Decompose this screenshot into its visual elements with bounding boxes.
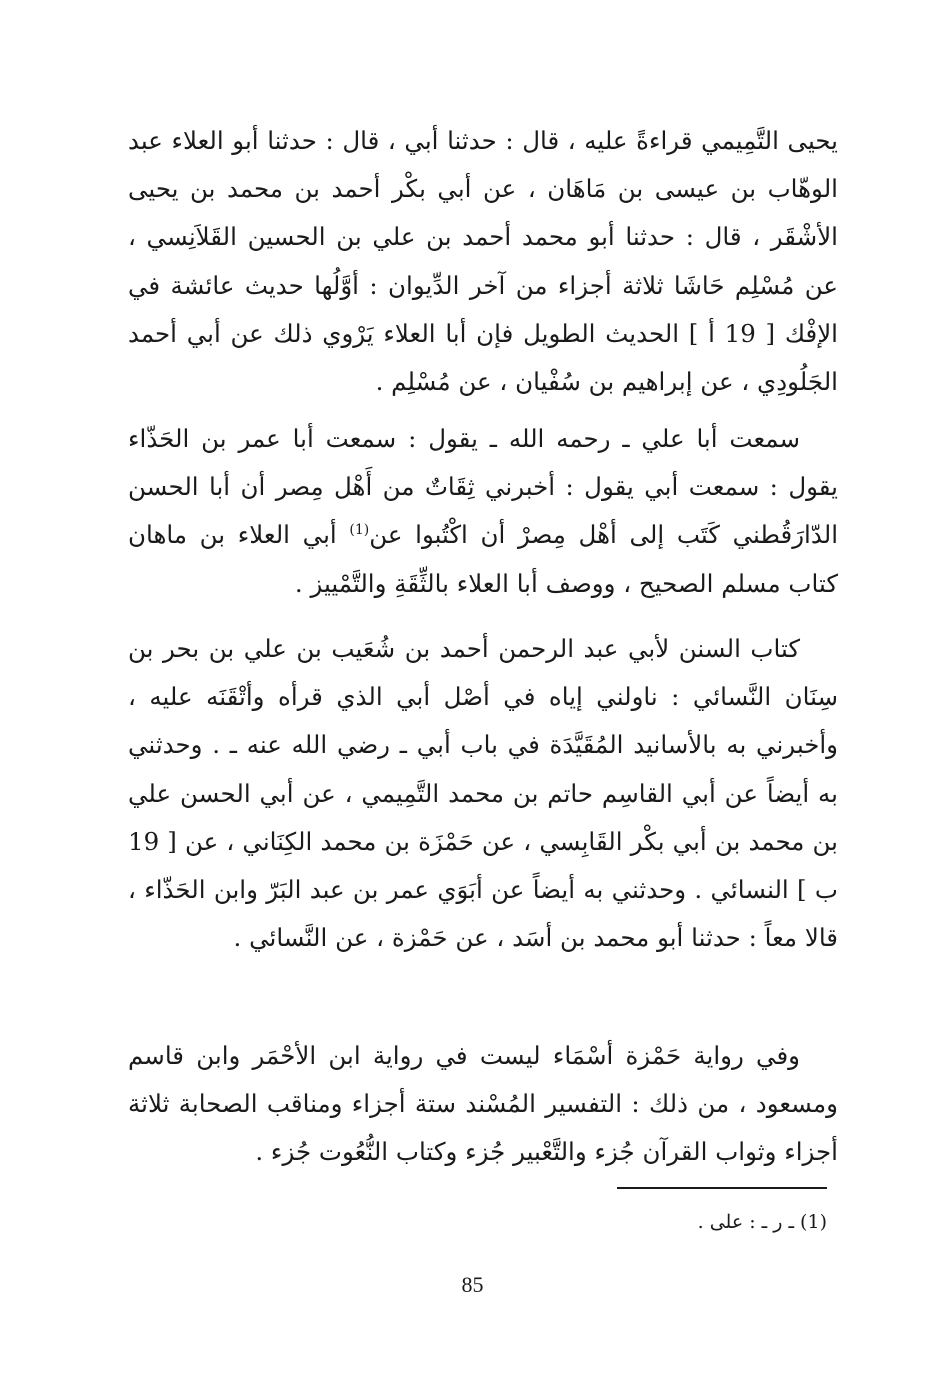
paragraph-3-text: كتاب السنن لأبي عبد الرحمن أحمد بن شُعَيب بن علي بن بحر بن سِنَان النَّسائي : ناولني إياه في أصْل أبي الذي قرأه وأتْقَنَه عليه ، وأخبرني به بالأسانيد المُقَيَّدَة في باب أبي ـ رضي الله عنه ـ . وحدثني به أيضاً عن أبي القاسِم حاتم بن محمد التَّمِيمي ، عن أبي الحسن علي بن محمد بن أبي بكْر القَابِسي ، عن حَمْزَة بن محمد الكِنَاني ، عن [ 19 ب ] النسائي . وحدثني به أيضاً عن أبَوَي عمر بن عبد البَرّ وابن الحَذّاء ، قالا معاً : حدثنا أبو محمد بن أسَد ، عن حَمْزة ، عن النَّسائي .	[128, 634, 838, 953]
paragraph-4-text: وفي رواية حَمْزة أسْمَاء ليست في رواية ابن الأحْمَر وابن قاسم ومسعود ، من ذلك : التفسير المُسْند ستة أجزاء ومناقب الصحابة ثلاثة أجزاء وثواب القرآن جُزء والتَّعْبير جُزء وكتاب النُّعُوت جُزء .	[128, 1041, 838, 1167]
paragraph-4	[128, 1032, 838, 1177]
paragraph-1-text: يحيى التَّمِيمي قراءةً عليه ، قال : حدثنا أبي ، قال : حدثنا أبو العلاء عبد الوهّاب بن عيسى بن مَاهَان ، عن أبي بكْر أحمد بن محمد بن يحيى الأشْقَر ، قال : حدثنا أبو محمد أحمد بن علي بن الحسين القَلاَنِسي ، عن مُسْلِم حَاشَا ثلاثة أجزاء من آخر الدِّيوان : أوَّلُها حديث عائشة في الإفْك [ 19 أ ] الحديث الطويل فإن أبا العلاء يَرْوي ذلك عن أبي أحمد الجَلُودِي ، عن إبراهيم بن سُفْيان ، عن مُسْلِم .	[128, 126, 838, 397]
paragraph-2-text-before-note: سمعت أبا علي ـ رحمه الله ـ يقول : سمعت أبا عمر بن الحَذّاء يقول : سمعت أبي يقول : أخبرني ثِقَاتٌ من أَهْل مِصر أن أبا الحسن الدّارَقُطني كَتَب إلى أهْل مِصرْ أن اكْتُبوا عن	[128, 424, 838, 550]
paragraph-2-text	[128, 415, 838, 608]
page-number: 85	[461, 1272, 484, 1297]
paragraph-2-text-after-note: أبي العلاء بن ماهان كتاب مسلم الصحيح ، ووصف أبا العلاء بالثِّقَةِ والتَّمْييز .	[128, 520, 838, 598]
paragraph-2	[128, 415, 838, 608]
footnote-1: (1) ـ ر ـ : على .	[697, 1211, 827, 1233]
footnote-separator-rule	[617, 1187, 827, 1189]
paragraph-3	[128, 625, 838, 962]
paragraph-1	[128, 117, 838, 406]
footnote-reference-1: (1)	[349, 522, 370, 539]
